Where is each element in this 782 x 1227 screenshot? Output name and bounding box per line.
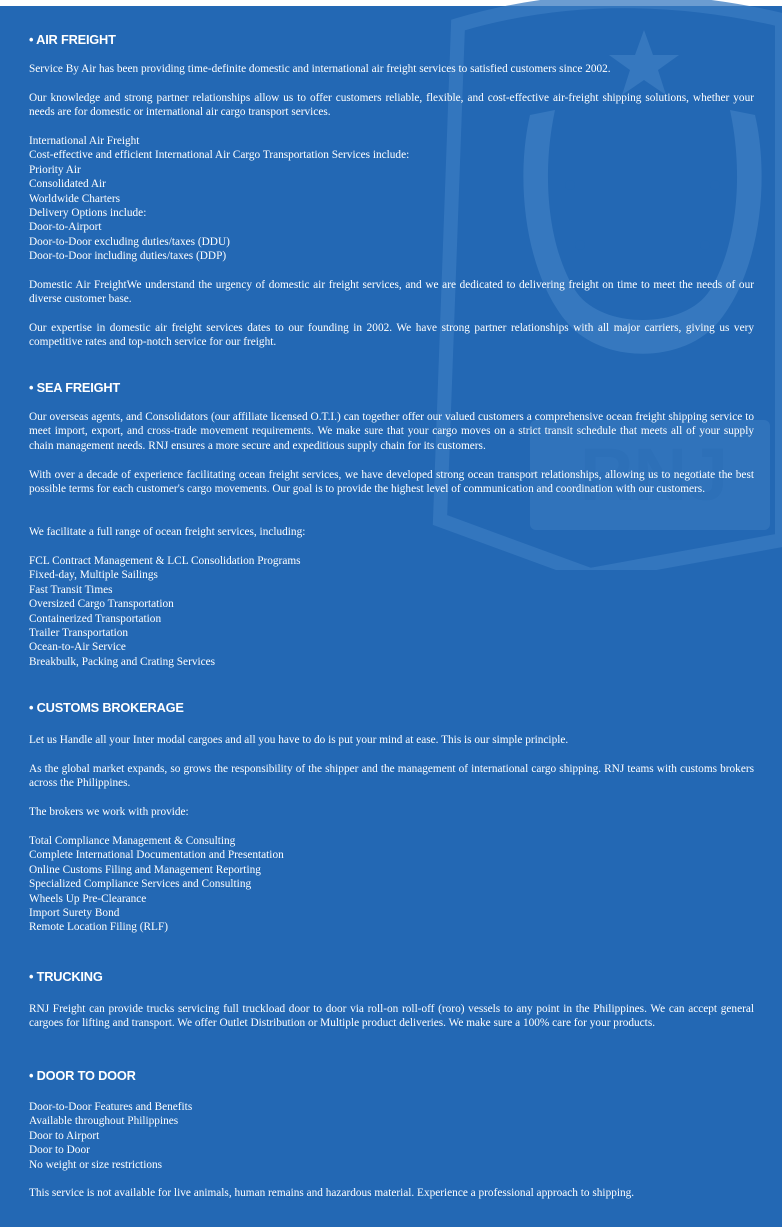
- customs-paragraph: Let us Handle all your Inter modal cargoes and all you have to do is put your mind at ease. This is our simple principle.: [29, 734, 569, 746]
- list-item: Door-to-Door excluding duties/taxes (DDU): [29, 235, 230, 248]
- air-freight-paragraph: Domestic Air FreightWe understand the urgency of domestic air freight services, and we are dedicated to delivering freight on time to meet the needs of our diverse customer base.: [29, 279, 754, 306]
- list-item: No weight or size restrictions: [29, 1158, 163, 1171]
- air-freight-paragraph: Our knowledge and strong partner relationships allow us to offer customers reliable, flexible, and cost-effective air-freight shipping solutions, whether your needs are for domestic or international air cargo transport services.: [29, 92, 754, 119]
- list-item: Containerized Transportation: [29, 612, 162, 625]
- list-item: Trailer Transportation: [29, 626, 129, 639]
- air-freight-list: [29, 134, 754, 264]
- list-item: Breakbulk, Packing and Crating Services: [29, 655, 216, 668]
- list-item: FCL Contract Management & LCL Consolidation Programs: [29, 555, 301, 567]
- list-item: Available throughout Philippines: [29, 1115, 179, 1128]
- list-item: Door to Door: [29, 1144, 90, 1157]
- list-item: Door-to-Door including duties/taxes (DDP): [29, 250, 227, 263]
- list-item: Total Compliance Management & Consulting: [29, 835, 236, 847]
- list-item: Delivery Options include:: [29, 206, 147, 219]
- list-item: Cost-effective and efficient International Air Cargo Transportation Services include:: [29, 149, 410, 162]
- list-item: Worldwide Charters: [29, 192, 121, 205]
- list-item: Specialized Compliance Services and Consulting: [29, 878, 252, 891]
- sea-freight-list: [29, 554, 754, 669]
- sea-freight-paragraph: With over a decade of experience facilitating ocean freight services, we have developed strong ocean transport relationships, allowing us to negotiate the best possible terms for each customer's cargo movements. Our goal is to provide the highest level of communication and coordination with our customers.: [29, 469, 754, 496]
- door-to-door-paragraph: This service is not available for live animals, human remains and hazardous material. Experience a professional approach to shipping.: [29, 1187, 635, 1199]
- list-item: Door-to-Airport: [29, 221, 102, 234]
- list-item: Import Surety Bond: [29, 906, 120, 919]
- list-item: Door-to-Door Features and Benefits: [29, 1101, 193, 1113]
- list-item: Complete International Documentation and Presentation: [29, 849, 284, 862]
- sea-freight-paragraph: Our overseas agents, and Consolidators (our affiliate licensed O.T.I.) can together offer our valued customers a comprehensive ocean freight shipping service to meet import, export, and cross-trade movement requirements. We make sure that your cargo moves on a strict transit schedule that meets all of your supply chain management needs. RNJ ensures a more secure and expeditious supply chain for its customers.: [29, 411, 754, 452]
- list-item: Fast Transit Times: [29, 583, 113, 596]
- list-item: International Air Freight: [29, 135, 140, 147]
- customs-paragraph: The brokers we work with provide:: [29, 806, 189, 818]
- air-freight-paragraph: Service By Air has been providing time-definite domestic and international air freight services to satisfied customers since 2002.: [29, 63, 611, 75]
- watermark-text: RNJ: [580, 433, 729, 516]
- customs-brokerage-heading: • CUSTOMS BROKERAGE: [29, 700, 184, 715]
- trucking-heading: • TRUCKING: [29, 969, 103, 984]
- list-item: Remote Location Filing (RLF): [29, 921, 168, 934]
- list-item: Priority Air: [29, 163, 81, 176]
- sea-freight-heading: • SEA FREIGHT: [29, 380, 120, 395]
- air-freight-paragraph: Our expertise in domestic air freight services dates to our founding in 2002. We have strong partner relationships with all major carriers, giving us very competitive rates and top-notch service for our freight.: [29, 322, 754, 349]
- air-freight-heading: • AIR FREIGHT: [29, 32, 116, 47]
- customs-list: [29, 834, 754, 935]
- list-item: Fixed-day, Multiple Sailings: [29, 569, 158, 582]
- list-item: Consolidated Air: [29, 178, 106, 191]
- customs-paragraph: As the global market expands, so grows the responsibility of the shipper and the management of international cargo shipping. RNJ teams with customs brokers across the Philippines.: [29, 763, 754, 790]
- trucking-paragraph: RNJ Freight can provide trucks servicing full truckload door to door via roll-on roll-off (roro) vessels to any point in the Philippines. We can accept general cargoes for lifting and transport. We offer Outlet Distribution or Multiple product deliveries. We make sure a 100% care for your products.: [29, 1003, 754, 1030]
- door-to-door-list: [29, 1100, 754, 1172]
- sea-freight-paragraph: We facilitate a full range of ocean freight services, including:: [29, 526, 306, 538]
- door-to-door-heading: • DOOR TO DOOR: [29, 1068, 136, 1083]
- list-item: Ocean-to-Air Service: [29, 641, 126, 654]
- list-item: Door to Airport: [29, 1129, 100, 1142]
- list-item: Online Customs Filing and Management Reporting: [29, 863, 261, 876]
- list-item: Oversized Cargo Transportation: [29, 598, 174, 611]
- list-item: Wheels Up Pre-Clearance: [29, 892, 147, 905]
